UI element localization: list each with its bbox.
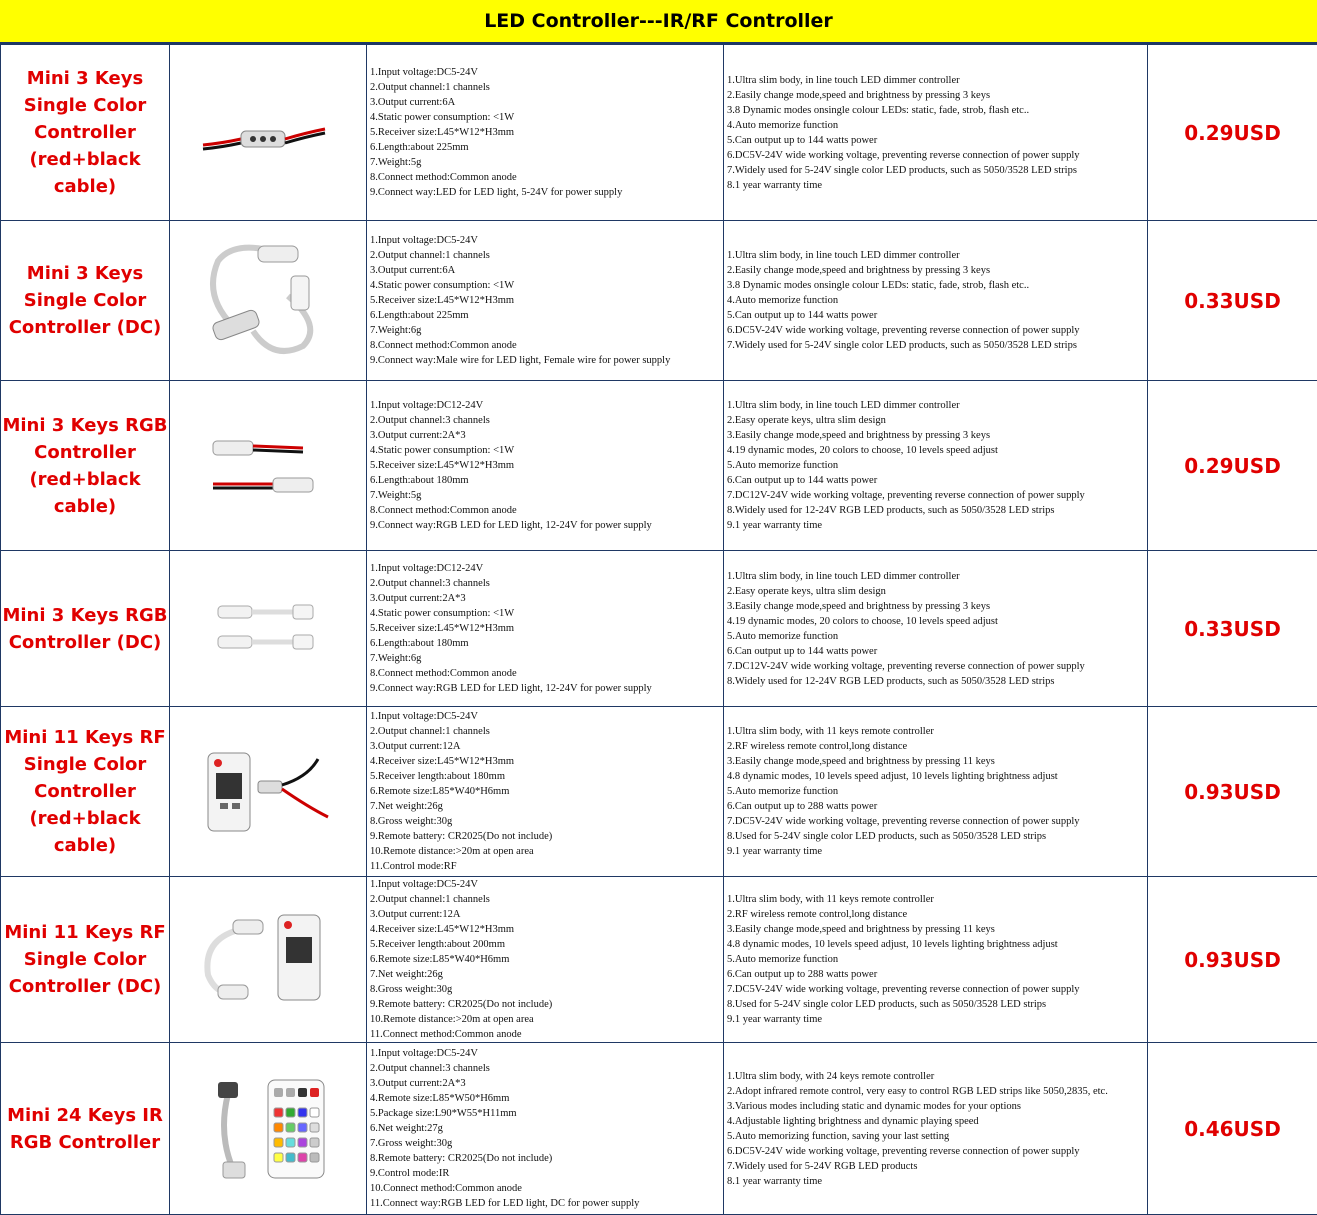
spec-line: 6.Length:about 180mm: [370, 636, 720, 651]
feature-line: 3.8 Dynamic modes onsingle colour LEDs: static, fade, strob, flash etc..: [727, 103, 1144, 118]
features-cell: [724, 221, 1148, 381]
spec-line: 9.Remote battery: CR2025(Do not include): [370, 829, 720, 844]
product-row: [1, 551, 1317, 707]
features-cell: [724, 551, 1148, 707]
product-name: Mini 11 Keys RF Single Color Controller (red+black cable): [1, 724, 169, 859]
spec-line: 9.Connect way:RGB LED for LED light, 12-24V for power supply: [370, 518, 720, 533]
product-price: 0.93USD: [1184, 780, 1281, 804]
specs-cell: [367, 1043, 724, 1215]
spec-line: 5.Receiver size:L45*W12*H3mm: [370, 293, 720, 308]
product-name: Mini 3 Keys Single Color Controller (red+black cable): [1, 65, 169, 200]
features-cell: [724, 877, 1148, 1043]
spec-line: 5.Receiver size:L45*W12*H3mm: [370, 621, 720, 636]
feature-line: 2.Adopt infrared remote control, very easy to control RGB LED strips like 5050,2835, etc.: [727, 1084, 1144, 1099]
spec-line: 7.Weight:5g: [370, 488, 720, 503]
product-row: [1, 707, 1317, 877]
product-row: [1, 221, 1317, 381]
spec-line: 8.Connect method:Common anode: [370, 666, 720, 681]
product-row: [1, 381, 1317, 551]
mini-11-key-rf-remote-controller-red-black-icon: [170, 747, 366, 837]
feature-line: 3.Easily change mode,speed and brightness by pressing 11 keys: [727, 922, 1144, 937]
spec-line: 2.Output channel:1 channels: [370, 724, 720, 739]
product-price: 0.29USD: [1184, 454, 1281, 478]
spec-line: 2.Output channel:3 channels: [370, 413, 720, 428]
price-cell: [1148, 45, 1317, 221]
mini-3-key-rgb-controller-red-black-cable-icon: [170, 426, 366, 506]
spec-line: 7.Net weight:26g: [370, 967, 720, 982]
product-row: [1, 45, 1317, 221]
spec-line: 9.Connect way:RGB LED for LED light, 12-24V for power supply: [370, 681, 720, 696]
spec-line: 2.Output channel:1 channels: [370, 892, 720, 907]
spec-line: 2.Output channel:1 channels: [370, 248, 720, 263]
features-cell: [724, 45, 1148, 221]
feature-line: 4.Auto memorize function: [727, 293, 1144, 308]
feature-line: 8.Widely used for 12-24V RGB LED products, such as 5050/3528 LED strips: [727, 674, 1144, 689]
feature-line: 4.8 dynamic modes, 10 levels speed adjust, 10 levels lighting brightness adjust: [727, 937, 1144, 952]
price-cell: [1148, 381, 1317, 551]
feature-line: 7.DC5V-24V wide working voltage, preventing reverse connection of power supply: [727, 814, 1144, 829]
spec-line: 2.Output channel:1 channels: [370, 80, 720, 95]
spec-line: 6.Length:about 180mm: [370, 473, 720, 488]
spec-line: 5.Receiver size:L45*W12*H3mm: [370, 458, 720, 473]
feature-line: 6.DC5V-24V wide working voltage, preventing reverse connection of power supply: [727, 323, 1144, 338]
feature-line: 6.DC5V-24V wide working voltage, preventing reverse connection of power supply: [727, 148, 1144, 163]
feature-line: 7.Widely used for 5-24V single color LED products, such as 5050/3528 LED strips: [727, 163, 1144, 178]
spec-line: 4.Receiver size:L45*W12*H3mm: [370, 754, 720, 769]
product-image-cell: [170, 877, 367, 1043]
feature-line: 2.RF wireless remote control,long distance: [727, 739, 1144, 754]
specs-cell: [367, 45, 724, 221]
product-name: Mini 24 Keys IR RGB Controller: [1, 1102, 169, 1156]
feature-line: 5.Can output up to 144 watts power: [727, 308, 1144, 323]
product-name: Mini 11 Keys RF Single Color Controller (DC): [1, 919, 169, 1000]
product-image-cell: [170, 1043, 367, 1215]
spec-line: 8.Connect method:Common anode: [370, 503, 720, 518]
spec-line: 1.Input voltage:DC12-24V: [370, 561, 720, 576]
spec-line: 3.Output current:2A*3: [370, 591, 720, 606]
feature-line: 1.Ultra slim body, with 11 keys remote controller: [727, 892, 1144, 907]
feature-line: 7.DC12V-24V wide working voltage, preventing reverse connection of power supply: [727, 488, 1144, 503]
spec-line: 4.Static power consumption: <1W: [370, 110, 720, 125]
product-name-cell: [1, 877, 170, 1043]
spec-line: 1.Input voltage:DC5-24V: [370, 877, 720, 892]
spec-line: 5.Package size:L90*W55*H11mm: [370, 1106, 720, 1121]
product-name-cell: [1, 381, 170, 551]
features-cell: [724, 381, 1148, 551]
feature-line: 8.1 year warranty time: [727, 1174, 1144, 1189]
feature-line: 8.Used for 5-24V single color LED products, such as 5050/3528 LED strips: [727, 829, 1144, 844]
spec-line: 6.Remote size:L85*W40*H6mm: [370, 784, 720, 799]
product-table: [0, 44, 1317, 1215]
product-image-cell: [170, 221, 367, 381]
features-cell: [724, 1043, 1148, 1215]
product-name: Mini 3 Keys Single Color Controller (DC): [1, 260, 169, 341]
spec-line: 1.Input voltage:DC12-24V: [370, 398, 720, 413]
spec-line: 9.Connect way:LED for LED light, 5-24V for power supply: [370, 185, 720, 200]
feature-line: 7.Widely used for 5-24V single color LED products, such as 5050/3528 LED strips: [727, 338, 1144, 353]
product-name-cell: [1, 221, 170, 381]
feature-line: 5.Auto memorize function: [727, 629, 1144, 644]
spec-line: 10.Connect method:Common anode: [370, 1181, 720, 1196]
feature-line: 5.Auto memorize function: [727, 458, 1144, 473]
spec-line: 5.Receiver length:about 180mm: [370, 769, 720, 784]
spec-line: 4.Static power consumption: <1W: [370, 606, 720, 621]
spec-line: 1.Input voltage:DC5-24V: [370, 233, 720, 248]
specs-cell: [367, 221, 724, 381]
feature-line: 7.DC12V-24V wide working voltage, preventing reverse connection of power supply: [727, 659, 1144, 674]
product-row: [1, 877, 1317, 1043]
spec-line: 3.Output current:6A: [370, 263, 720, 278]
product-image-cell: [170, 45, 367, 221]
feature-line: 9.1 year warranty time: [727, 518, 1144, 533]
spec-line: 11.Connect method:Common anode: [370, 1027, 720, 1042]
mini-11-key-rf-remote-controller-dc-icon: [170, 905, 366, 1015]
price-cell: [1148, 707, 1317, 877]
product-image-cell: [170, 381, 367, 551]
feature-line: 3.Various modes including static and dynamic modes for your options: [727, 1099, 1144, 1114]
feature-line: 8.1 year warranty time: [727, 178, 1144, 193]
product-price: 0.33USD: [1184, 617, 1281, 641]
spec-line: 6.Remote size:L85*W40*H6mm: [370, 952, 720, 967]
feature-line: 4.19 dynamic modes, 20 colors to choose, 10 levels speed adjust: [727, 614, 1144, 629]
product-name-cell: [1, 551, 170, 707]
specs-cell: [367, 551, 724, 707]
mini-3-key-rgb-controller-dc-icon: [170, 594, 366, 664]
spec-line: 4.Static power consumption: <1W: [370, 443, 720, 458]
feature-line: 3.Easily change mode,speed and brightness by pressing 3 keys: [727, 599, 1144, 614]
feature-line: 1.Ultra slim body, in line touch LED dimmer controller: [727, 569, 1144, 584]
product-row: [1, 1043, 1317, 1215]
feature-line: 5.Auto memorizing function, saving your last setting: [727, 1129, 1144, 1144]
product-name: Mini 3 Keys RGB Controller (DC): [1, 602, 169, 656]
spec-line: 1.Input voltage:DC5-24V: [370, 709, 720, 724]
spec-line: 8.Gross weight:30g: [370, 982, 720, 997]
spec-line: 10.Remote distance:>20m at open area: [370, 1012, 720, 1027]
price-cell: [1148, 877, 1317, 1043]
feature-line: 2.Easily change mode,speed and brightness by pressing 3 keys: [727, 88, 1144, 103]
feature-line: 1.Ultra slim body, in line touch LED dimmer controller: [727, 248, 1144, 263]
feature-line: 6.Can output up to 288 watts power: [727, 799, 1144, 814]
features-cell: [724, 707, 1148, 877]
feature-line: 6.Can output up to 144 watts power: [727, 473, 1144, 488]
product-name-cell: [1, 707, 170, 877]
spec-line: 2.Output channel:3 channels: [370, 1061, 720, 1076]
spec-line: 6.Length:about 225mm: [370, 308, 720, 323]
product-image-cell: [170, 551, 367, 707]
spec-line: 3.Output current:12A: [370, 907, 720, 922]
spec-line: 6.Length:about 225mm: [370, 140, 720, 155]
spec-line: 11.Control mode:RF: [370, 859, 720, 874]
feature-line: 9.1 year warranty time: [727, 1012, 1144, 1027]
feature-line: 8.Widely used for 12-24V RGB LED products, such as 5050/3528 LED strips: [727, 503, 1144, 518]
spec-line: 8.Connect method:Common anode: [370, 170, 720, 185]
feature-line: 9.1 year warranty time: [727, 844, 1144, 859]
spec-line: 9.Remote battery: CR2025(Do not include): [370, 997, 720, 1012]
spec-line: 1.Input voltage:DC5-24V: [370, 1046, 720, 1061]
product-price: 0.46USD: [1184, 1117, 1281, 1141]
spec-line: 2.Output channel:3 channels: [370, 576, 720, 591]
product-price: 0.93USD: [1184, 948, 1281, 972]
specs-cell: [367, 381, 724, 551]
feature-line: 4.Adjustable lighting brightness and dynamic playing speed: [727, 1114, 1144, 1129]
spec-line: 11.Connect way:RGB LED for LED light, DC for power supply: [370, 1196, 720, 1211]
feature-line: 6.Can output up to 288 watts power: [727, 967, 1144, 982]
product-name-cell: [1, 45, 170, 221]
spec-line: 7.Net weight:26g: [370, 799, 720, 814]
spec-line: 1.Input voltage:DC5-24V: [370, 65, 720, 80]
feature-line: 7.Widely used for 5-24V RGB LED products: [727, 1159, 1144, 1174]
feature-line: 3.Easily change mode,speed and brightness by pressing 3 keys: [727, 428, 1144, 443]
feature-line: 6.Can output up to 144 watts power: [727, 644, 1144, 659]
spec-line: 8.Connect method:Common anode: [370, 338, 720, 353]
feature-line: 5.Auto memorize function: [727, 952, 1144, 967]
price-cell: [1148, 221, 1317, 381]
feature-line: 3.8 Dynamic modes onsingle colour LEDs: static, fade, strob, flash etc..: [727, 278, 1144, 293]
spec-line: 7.Weight:6g: [370, 651, 720, 666]
spec-line: 6.Net weight:27g: [370, 1121, 720, 1136]
spec-line: 7.Weight:5g: [370, 155, 720, 170]
product-image-cell: [170, 707, 367, 877]
spec-line: 4.Receiver size:L45*W12*H3mm: [370, 922, 720, 937]
feature-line: 8.Used for 5-24V single color LED products, such as 5050/3528 LED strips: [727, 997, 1144, 1012]
spec-line: 3.Output current:2A*3: [370, 1076, 720, 1091]
feature-line: 7.DC5V-24V wide working voltage, preventing reverse connection of power supply: [727, 982, 1144, 997]
feature-line: 1.Ultra slim body, with 24 keys remote controller: [727, 1069, 1144, 1084]
feature-line: 2.RF wireless remote control,long distance: [727, 907, 1144, 922]
product-name: Mini 3 Keys RGB Controller (red+black cable): [1, 412, 169, 520]
spec-line: 3.Output current:12A: [370, 739, 720, 754]
product-name-cell: [1, 1043, 170, 1215]
feature-line: 3.Easily change mode,speed and brightness by pressing 11 keys: [727, 754, 1144, 769]
mini-24-key-ir-rgb-remote-controller-icon: [170, 1074, 366, 1184]
spec-line: 8.Gross weight:30g: [370, 814, 720, 829]
spec-line: 3.Output current:2A*3: [370, 428, 720, 443]
feature-line: 1.Ultra slim body, in line touch LED dimmer controller: [727, 73, 1144, 88]
feature-line: 5.Can output up to 144 watts power: [727, 133, 1144, 148]
spec-line: 5.Receiver size:L45*W12*H3mm: [370, 125, 720, 140]
spec-line: 8.Remote battery: CR2025(Do not include): [370, 1151, 720, 1166]
spec-line: 3.Output current:6A: [370, 95, 720, 110]
spec-line: 9.Control mode:IR: [370, 1166, 720, 1181]
feature-line: 4.Auto memorize function: [727, 118, 1144, 133]
spec-line: 7.Gross weight:30g: [370, 1136, 720, 1151]
feature-line: 4.8 dynamic modes, 10 levels speed adjust, 10 levels lighting brightness adjust: [727, 769, 1144, 784]
feature-line: 2.Easily change mode,speed and brightness by pressing 3 keys: [727, 263, 1144, 278]
spec-line: 5.Receiver length:about 200mm: [370, 937, 720, 952]
feature-line: 1.Ultra slim body, with 11 keys remote controller: [727, 724, 1144, 739]
mini-3-key-controller-red-black-cable-icon: [170, 103, 366, 163]
mini-3-key-controller-dc-white-icon: [170, 236, 366, 366]
spec-line: 7.Weight:6g: [370, 323, 720, 338]
feature-line: 5.Auto memorize function: [727, 784, 1144, 799]
feature-line: 4.19 dynamic modes, 20 colors to choose, 10 levels speed adjust: [727, 443, 1144, 458]
product-price: 0.29USD: [1184, 121, 1281, 145]
spec-line: 4.Static power consumption: <1W: [370, 278, 720, 293]
spec-line: 10.Remote distance:>20m at open area: [370, 844, 720, 859]
specs-cell: [367, 877, 724, 1043]
page-title: LED Controller---IR/RF Controller: [0, 0, 1317, 44]
price-cell: [1148, 551, 1317, 707]
spec-line: 9.Connect way:Male wire for LED light, Female wire for power supply: [370, 353, 720, 368]
feature-line: 1.Ultra slim body, in line touch LED dimmer controller: [727, 398, 1144, 413]
spec-line: 4.Remote size:L85*W50*H6mm: [370, 1091, 720, 1106]
specs-cell: [367, 707, 724, 877]
feature-line: 2.Easy operate keys, ultra slim design: [727, 413, 1144, 428]
feature-line: 2.Easy operate keys, ultra slim design: [727, 584, 1144, 599]
feature-line: 6.DC5V-24V wide working voltage, preventing reverse connection of power supply: [727, 1144, 1144, 1159]
price-cell: [1148, 1043, 1317, 1215]
product-price: 0.33USD: [1184, 289, 1281, 313]
